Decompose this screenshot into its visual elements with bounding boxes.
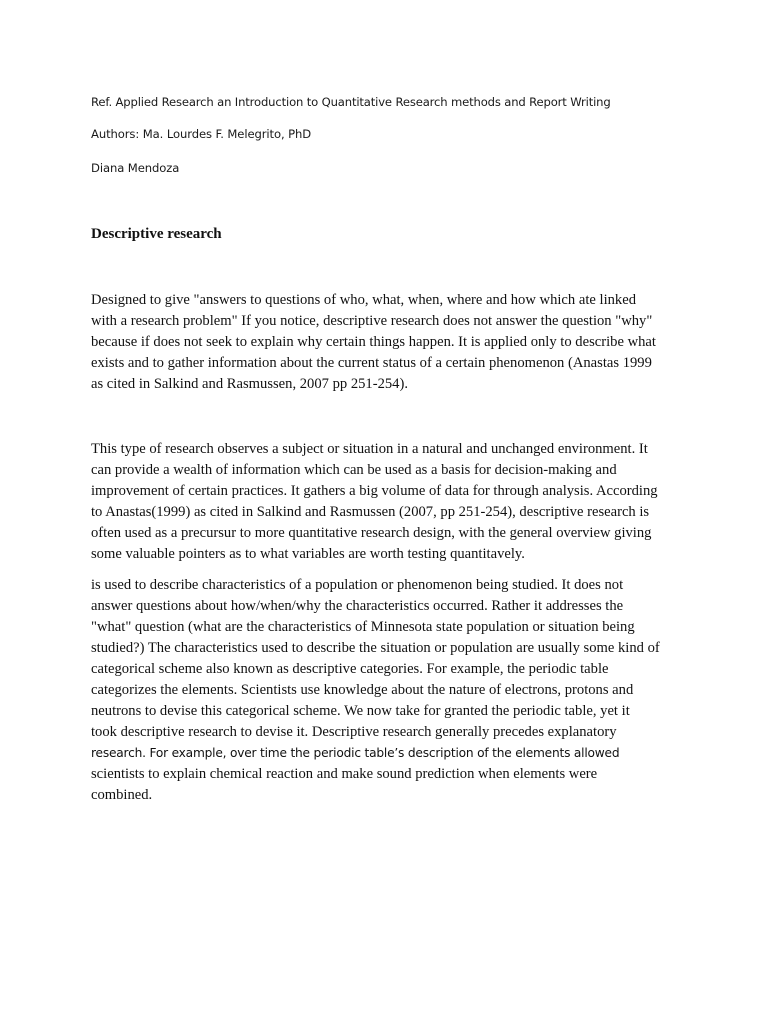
paragraph-line: combined. xyxy=(91,787,153,803)
paragraph-line: This type of research observes a subject or situation in a natural and unchanged environment. It xyxy=(91,441,648,457)
paragraph-line: to Anastas(1999) as cited in Salkind and Rasmussen (2007, pp 251-254), descriptive research is xyxy=(91,504,650,520)
paragraph-line: often used as a precursur to more quantitative research design, with the general overview giving xyxy=(91,525,652,541)
authors-line: Authors: Ma. Lourdes F. Melegrito, PhD xyxy=(91,127,312,141)
paragraph-characteristics xyxy=(91,575,691,806)
paragraph-line: as cited in Salkind and Rasmussen, 2007 pp 251-254). xyxy=(91,376,408,392)
paragraph-line: improvement of certain practices. It gathers a big volume of data for through analysis. According xyxy=(91,483,658,499)
paragraph-line: is used to describe characteristics of a population or phenomenon being studied. It does not xyxy=(91,577,624,593)
paragraph-line: with a research problem" If you notice, descriptive research does not answer the question "why" xyxy=(91,313,653,329)
paragraph-line: scientists to explain chemical reaction and make sound prediction when elements were xyxy=(91,766,598,782)
paragraph-line: some valuable pointers as to what variables are worth testing quantitavely. xyxy=(91,546,525,562)
second-author-line: Diana Mendoza xyxy=(91,161,180,175)
paragraph-line: can provide a wealth of information which can be used as a basis for decision-making and xyxy=(91,462,617,478)
paragraph-line: took descriptive research to devise it. Descriptive research generally precedes explanatory xyxy=(91,724,617,740)
paragraph-line: studied?) The characteristics used to describe the situation or population are usually some kind of xyxy=(91,640,660,656)
section-heading: Descriptive research xyxy=(91,226,222,242)
paragraph-line: Designed to give "answers to questions of who, what, when, where and how which ate linked xyxy=(91,292,636,308)
paragraph-line: categorical scheme also known as descriptive categories. For example, the periodic table xyxy=(91,661,609,677)
paragraph-line: because if does not seek to explain why certain things happen. It is applied only to describe what xyxy=(91,334,656,350)
paragraph-definition xyxy=(91,290,691,395)
reference-line: Ref. Applied Research an Introduction to Quantitative Research methods and Report Writing xyxy=(91,95,611,109)
paragraph-observation xyxy=(91,439,691,565)
paragraph-line: neutrons to devise this categorical scheme. We now take for granted the periodic table, yet it xyxy=(91,703,630,719)
paragraph-line: exists and to gather information about the current status of a certain phenomenon (Anastas 1999 xyxy=(91,355,652,371)
paragraph-line: answer questions about how/when/why the characteristics occurred. Rather it addresses the xyxy=(91,598,624,614)
paragraph-line: categorizes the elements. Scientists use knowledge about the nature of electrons, protons and xyxy=(91,682,634,698)
paragraph-line: "what" question (what are the characteristics of Minnesota state population or situation being xyxy=(91,619,635,635)
paragraph-line-mixed-font: research. For example, over time the periodic table’s description of the elements allowed xyxy=(91,746,620,760)
